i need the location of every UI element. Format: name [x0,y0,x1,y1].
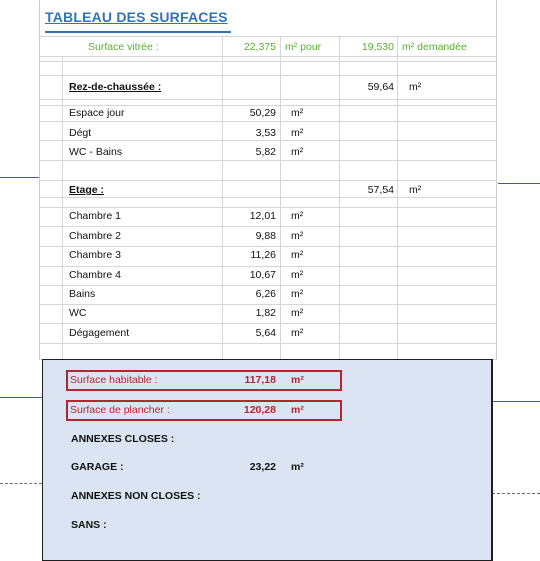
room-name: Chambre 1 [69,210,121,222]
ground-floor-label: Rez-de-chaussée : [69,81,162,93]
room-unit: m² [291,127,304,139]
room-name: Espace jour [69,107,125,119]
floor-area-label: Surface de plancher : [70,404,170,416]
grid-row-line [40,246,496,247]
grid-row-line [40,105,496,106]
glazed-value: 22,375 [243,41,276,53]
grid-row-line [40,323,496,324]
glazed-unit-per: m² pour [285,41,322,53]
habitable-unit: m² [291,374,304,386]
grid-row-line [40,61,496,62]
room-unit: m² [291,210,304,222]
drawing-line-left-bottom [0,483,42,484]
garage-unit: m² [291,461,304,473]
room-name: WC - Bains [69,146,123,158]
room-area: 1,82 [255,307,276,319]
room-name: Dégt [69,127,92,139]
grid-col-line [397,36,398,359]
garage-value: 23,22 [249,461,276,473]
grid-row-line [40,197,496,198]
room-area: 5,82 [255,146,276,158]
grid-row-line [40,160,496,161]
grid-row-line [40,343,496,344]
grid-row-line [40,121,496,122]
title-rule [45,31,231,33]
upper-floor-label: Etage : [69,184,105,196]
ground-floor-total-unit: m² [409,81,422,93]
glazed-requested-unit: m² demandée [402,41,467,53]
room-name: WC [69,307,87,319]
annexes-closed-label: ANNEXES CLOSES : [71,433,175,445]
drawing-line-left-top [0,177,40,178]
floor-area-unit: m² [291,404,304,416]
garage-label: GARAGE : [71,461,124,473]
room-unit: m² [291,307,304,319]
ground-floor-total: 59,64 [367,81,394,93]
habitable-label: Surface habitable : [70,374,158,386]
room-name: Chambre 3 [69,249,121,261]
room-area: 3,53 [255,127,276,139]
room-area: 50,29 [249,107,276,119]
none-label: SANS : [71,519,107,531]
grid-row-line [40,304,496,305]
grid-row-line [40,207,496,208]
grid-col-line [62,56,63,359]
drawing-line-right-mid [492,401,540,402]
sheet-right-border [496,0,497,360]
floor-area-value: 120,28 [243,404,276,416]
grid-row-line [40,56,496,57]
upper-floor-total-unit: m² [409,184,422,196]
drawing-line-right-bottom [492,493,540,494]
grid-row-line [40,99,496,100]
annexes-open-label: ANNEXES NON CLOSES : [71,490,201,502]
grid-row-line [40,226,496,227]
grid-row-line [40,180,496,181]
room-name: Dégagement [69,327,130,339]
room-unit: m² [291,269,304,281]
habitable-value: 117,18 [244,374,276,386]
glazed-requested-value: 19,530 [361,41,394,53]
glazed-label: Surface vitrée : [88,41,159,53]
room-unit: m² [291,327,304,339]
drawing-line-left-mid [0,397,42,398]
grid-row-line [40,266,496,267]
grid-row-line [40,75,496,76]
drawing-line-right-top [498,183,540,184]
grid-col-line [280,36,281,359]
upper-floor-total: 57,54 [367,184,394,196]
room-name: Bains [69,288,96,300]
grid-row-line [40,140,496,141]
room-unit: m² [291,249,304,261]
room-unit: m² [291,107,304,119]
grid-row-line [40,285,496,286]
room-area: 5,64 [255,327,276,339]
grid-row-line [40,36,496,37]
room-name: Chambre 4 [69,269,121,281]
page-title: TABLEAU DES SURFACES [45,9,228,25]
room-unit: m² [291,146,304,158]
room-name: Chambre 2 [69,230,121,242]
room-area: 6,26 [255,288,276,300]
room-area: 9,88 [255,230,276,242]
room-unit: m² [291,230,304,242]
room-area: 12,01 [249,210,276,222]
room-area: 10,67 [249,269,276,281]
room-area: 11,26 [250,249,276,261]
room-unit: m² [291,288,304,300]
